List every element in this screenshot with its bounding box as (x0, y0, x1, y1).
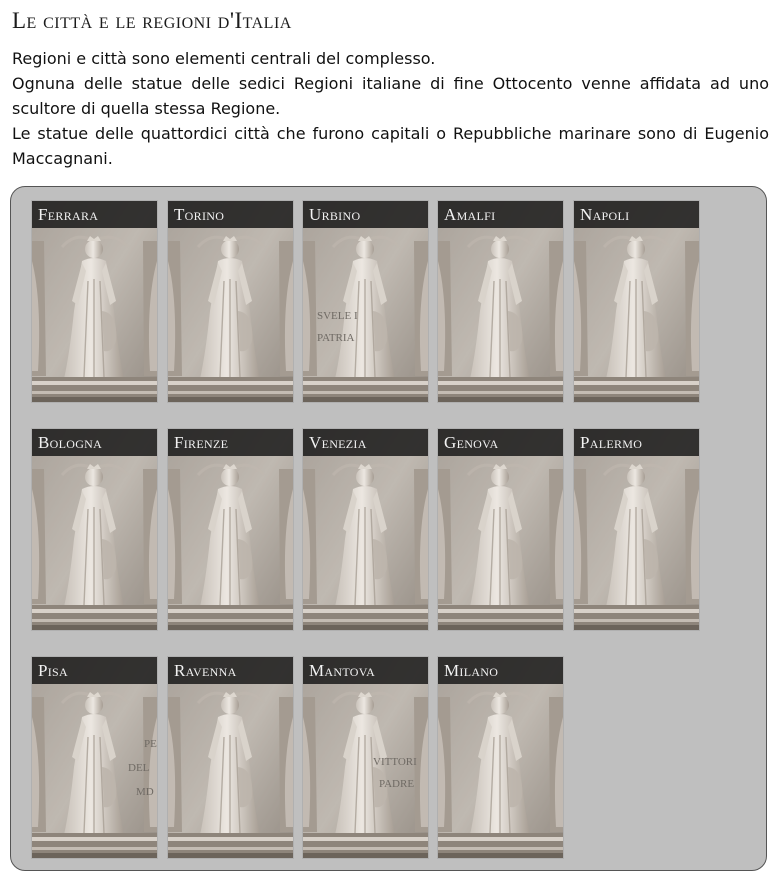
statue-image (438, 429, 563, 630)
tile-label: Palermo (574, 429, 699, 456)
tile-label: Firenze (168, 429, 293, 456)
statue-image (168, 657, 293, 858)
tile-firenze[interactable] (168, 429, 293, 630)
statue-image (168, 429, 293, 630)
statue-image (303, 429, 428, 630)
engraving-line: MD (136, 786, 154, 798)
intro-paragraph: Ognuna delle statue delle sedici Regioni italiane di fine Ottocento venne affidata ad uno scultore di quella stessa Regione. (12, 74, 769, 118)
statue-gallery (10, 186, 767, 871)
intro-paragraph: Regioni e città sono elementi centrali del complesso. (12, 49, 436, 68)
statue-image (438, 657, 563, 858)
intro-paragraph: Le statue delle quattordici città che furono capitali o Repubbliche marinare sono di Eugenio Maccagnani. (12, 124, 769, 168)
engraving-line: PE (144, 738, 157, 750)
statue-image (438, 201, 563, 402)
tile-label: Ferrara (32, 201, 157, 228)
statue-image (32, 201, 157, 402)
tile-label: Ravenna (168, 657, 293, 684)
tile-urbino[interactable] (303, 201, 428, 402)
page-title: Le città e le regioni d'Italia (12, 8, 292, 33)
engraving-line: PADRE (379, 778, 415, 790)
statue-image (32, 429, 157, 630)
intro-text (12, 46, 769, 171)
tile-label: Torino (168, 201, 293, 228)
tile-label: Bologna (32, 429, 157, 456)
statue-image (32, 657, 157, 858)
statue-image (168, 201, 293, 402)
tile-torino[interactable] (168, 201, 293, 402)
tile-ferrara[interactable] (32, 201, 157, 402)
tile-label: Milano (438, 657, 563, 684)
tile-ravenna[interactable] (168, 657, 293, 858)
tile-pisa[interactable] (32, 657, 157, 858)
tile-label: Pisa (32, 657, 157, 684)
tile-venezia[interactable] (303, 429, 428, 630)
engraving-line: VITTORI (373, 756, 417, 768)
engraving-line: SVELE I (317, 310, 358, 322)
tile-label: Venezia (303, 429, 428, 456)
tile-label: Mantova (303, 657, 428, 684)
tile-mantova[interactable] (303, 657, 428, 858)
tile-label: Napoli (574, 201, 699, 228)
tile-label: Genova (438, 429, 563, 456)
engraving-line: PATRIA (317, 332, 355, 344)
statue-image (574, 429, 699, 630)
tile-genova[interactable] (438, 429, 563, 630)
tile-napoli[interactable] (574, 201, 699, 402)
tile-amalfi[interactable] (438, 201, 563, 402)
tile-milano[interactable] (438, 657, 563, 858)
statue-image (303, 201, 428, 402)
statue-image (303, 657, 428, 858)
engraving-line: DEL (128, 762, 150, 774)
tile-label: Amalfi (438, 201, 563, 228)
statue-image (574, 201, 699, 402)
tile-bologna[interactable] (32, 429, 157, 630)
tile-palermo[interactable] (574, 429, 699, 630)
tile-label: Urbino (303, 201, 428, 228)
